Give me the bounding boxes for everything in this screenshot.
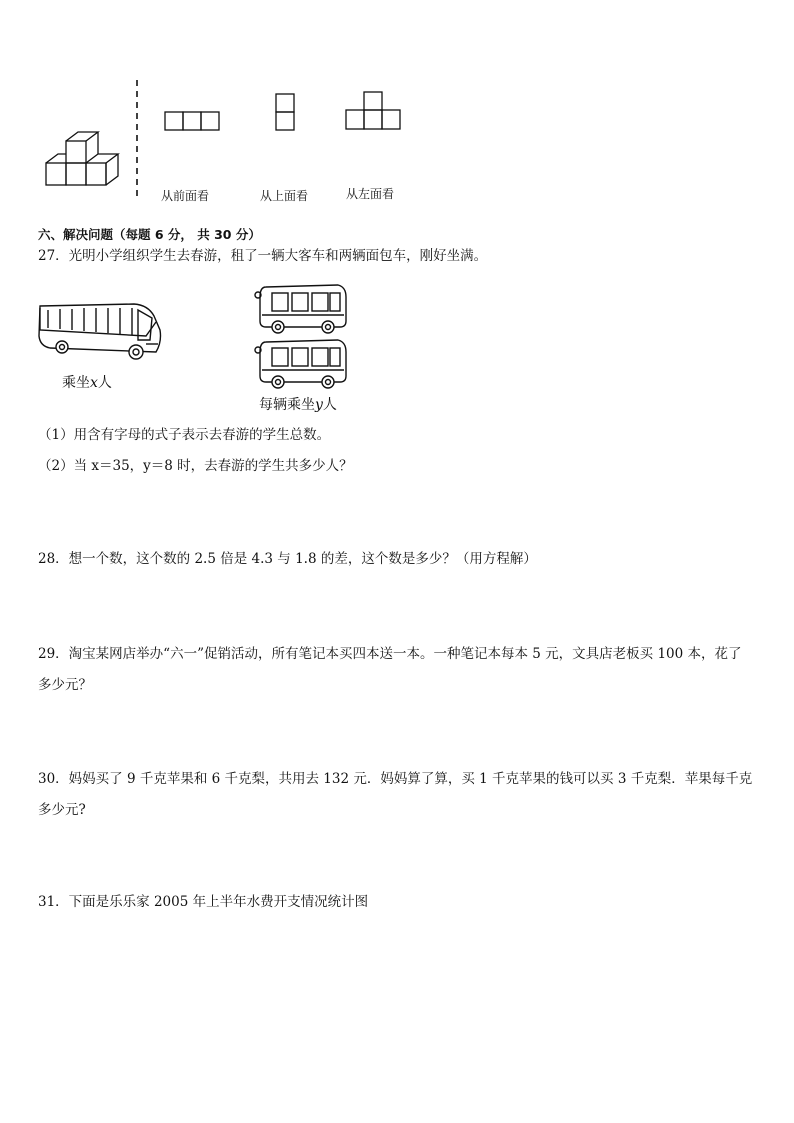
front-view-label: 从前面看 bbox=[161, 189, 210, 203]
front-view-figure bbox=[164, 111, 222, 131]
top-view-label: 从上面看 bbox=[260, 189, 309, 203]
dashed-divider bbox=[134, 80, 140, 198]
q31-text: 31．下面是乐乐家 2005 年上半年水费开支情况统计图 bbox=[38, 894, 369, 910]
cube-solid-figure bbox=[40, 125, 130, 190]
q29-line-2: 多少元？ bbox=[38, 677, 92, 693]
q28-text: 28．想一个数，这个数的 2.5 倍是 4.3 与 1.8 的差，这个数是多少？（用方程解） bbox=[38, 551, 537, 567]
left-view-label: 从左面看 bbox=[346, 187, 395, 201]
q27-subquestion-2: （2）当 x＝35，y＝8 时，去春游的学生共多少人？ bbox=[38, 458, 353, 474]
q27-stem: 27．光明小学组织学生去春游，租了一辆大客车和两辆面包车，刚好坐满。 bbox=[38, 248, 488, 264]
big-bus-caption: 乘坐x人 bbox=[62, 375, 112, 391]
van-caption: 每辆乘坐y人 bbox=[259, 397, 337, 413]
q29-line-1: 29．淘宝某网店举办“六一”促销活动，所有笔记本买四本送一本。一种笔记本每本 5 元，文具店老板买 100 本，花了 bbox=[38, 646, 742, 662]
q30-line-1: 30．妈妈买了 9 千克苹果和 6 千克梨，共用去 132 元．妈妈算了算，买 1 千克苹果的钱可以买 3 千克梨．苹果每千克 bbox=[38, 771, 753, 787]
van-illustration-1 bbox=[254, 283, 350, 335]
van-illustration-2 bbox=[254, 338, 350, 392]
top-view-figure bbox=[275, 93, 295, 131]
big-bus-illustration bbox=[36, 296, 166, 364]
q30-line-2: 多少元? bbox=[38, 802, 86, 818]
section-heading: 六、解决问题（每题 6 分， 共 30 分） bbox=[38, 227, 261, 242]
q27-subquestion-1: （1）用含有字母的式子表示去春游的学生总数。 bbox=[38, 427, 331, 443]
left-view-figure bbox=[345, 91, 403, 131]
